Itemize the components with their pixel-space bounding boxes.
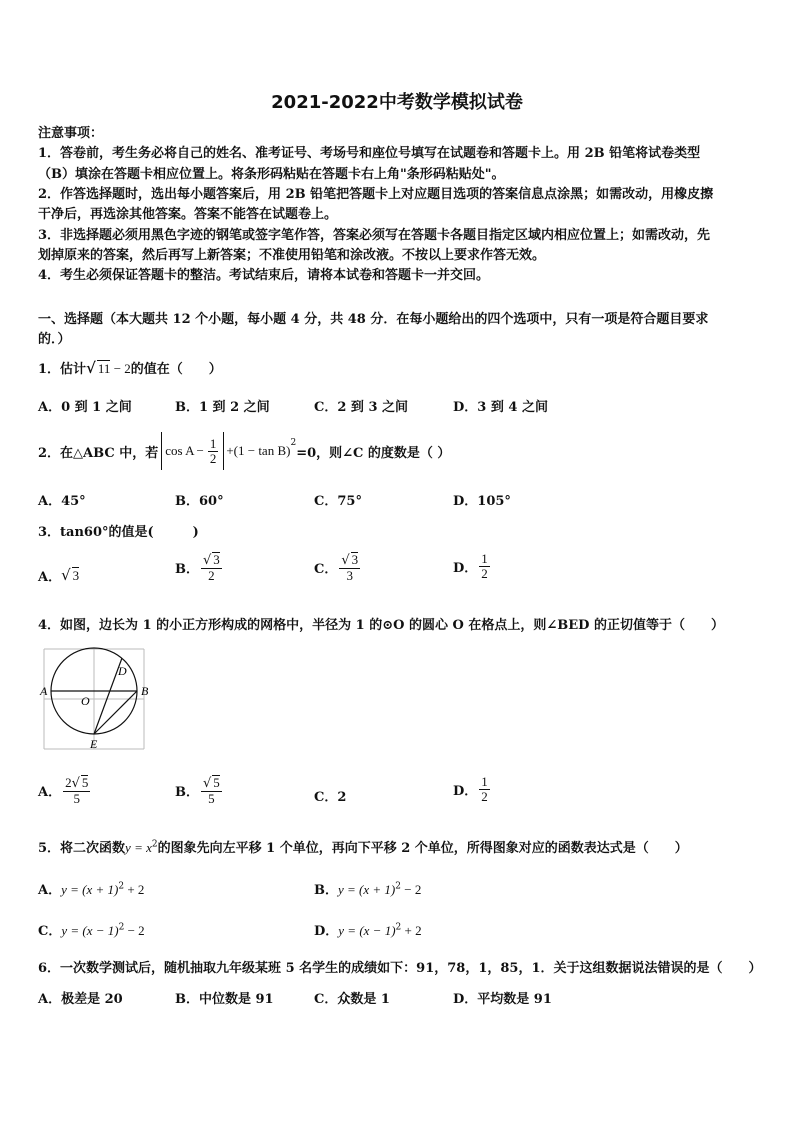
- q5-d-exp: 2: [395, 922, 402, 933]
- q4-a-label: A．: [38, 784, 62, 800]
- q2-option-a: A．45°: [38, 494, 86, 509]
- q5-d-tail: + 2: [401, 923, 422, 938]
- q6-option-d: D．平均数是 91: [453, 992, 552, 1007]
- label-o: O: [81, 694, 90, 708]
- q5-b-label: B．: [314, 883, 338, 898]
- q3-d-den: 2: [481, 565, 488, 581]
- q5-c-label: C．: [38, 924, 62, 939]
- q1-radicand: 11: [97, 361, 111, 376]
- q5-option-d: [314, 920, 422, 939]
- radical-sign: √: [203, 553, 212, 568]
- note-line: 1．答卷前，考生务必将自己的姓名、准考证号、考场号和座位号填写在试题卷和答题卡上。用 2B 铅笔将试卷类型: [38, 146, 701, 161]
- page-title: 2021-2022中考数学模拟试卷: [271, 92, 523, 113]
- q2-option-b: B．60°: [175, 494, 224, 509]
- q4-option-d: [453, 775, 492, 803]
- q4-c-val: 2: [337, 790, 347, 805]
- q2-num: 1: [209, 435, 217, 451]
- q2-abs-value: [161, 432, 224, 470]
- radical-sign: √: [61, 566, 71, 584]
- q5-a-tail: + 2: [124, 882, 145, 897]
- q5-a-expr: y = (x + 1): [61, 882, 119, 897]
- q4-a-den: 5: [73, 790, 80, 806]
- q4-option-b: [175, 775, 224, 805]
- question-6: 6．一次数学测试后，随机抽取九年级某班 5 名学生的成绩如下：91，78，1，85，1．关于这组数据说法错误的是（ ）: [38, 961, 762, 976]
- q5-a-label: A．: [38, 883, 62, 898]
- q3-a-rad: 3: [72, 567, 80, 583]
- q5-d-label: D．: [314, 924, 339, 939]
- q2-post: =0，则∠C 的度数是（ ）: [296, 445, 451, 461]
- q2-minus: −: [196, 443, 204, 458]
- q5-post: 的图象先向左平移 1 个单位，再向下平移 2 个单位，所得图象对应的函数表达式是（ ）: [157, 841, 688, 856]
- q2-fraction: [208, 437, 219, 465]
- radical-sign: √: [341, 553, 350, 568]
- q3-b-rad: 3: [213, 552, 220, 567]
- q5-d-expr: y = (x − 1): [338, 923, 396, 938]
- q4-b-rad: 5: [213, 775, 220, 790]
- q4-option-a: [38, 775, 92, 805]
- label-d: D: [118, 664, 127, 678]
- q5-c-tail: − 2: [124, 923, 145, 938]
- notes-heading: 注意事项：: [38, 126, 104, 141]
- q5-b-expr: y = (x + 1): [338, 882, 396, 897]
- question-5: [38, 837, 688, 856]
- q2-den: 2: [209, 450, 217, 466]
- q3-option-c: [314, 552, 362, 582]
- q4-a-coef: 2: [65, 775, 72, 790]
- radical-sign: √: [86, 359, 96, 377]
- q6-option-a: A．极差是 20: [38, 992, 123, 1007]
- q1-mid: − 2: [110, 361, 131, 376]
- note-line: 3．非选择题必须用黑色字迹的钢笔或签字笔作答，答案必须写在答题卡各题目指定区域内相应位置上；如需改动，先: [38, 228, 711, 243]
- q3-option-b: [175, 552, 224, 582]
- note-line: 4．考生必须保证答题卡的整洁。考试结束后，请将本试卷和答题卡一并交回。: [38, 268, 490, 283]
- q3-d-num: 1: [481, 551, 488, 566]
- question-3: 3．tan60°的值是( ): [38, 525, 199, 540]
- q3-option-a: [38, 560, 79, 590]
- q1-post: 的值在（ ）: [130, 362, 222, 377]
- note-line: 划掉原来的答案，然后再写上新答案；不准使用铅笔和涂改液。不按以上要求作答无效。: [38, 248, 546, 263]
- q4-c-label: C．: [314, 790, 338, 805]
- note-line: 2．作答选择题时，选出每小题答案后，用 2B 铅笔把答题卡上对应题目选项的答案信息点涂黑；如需改动，用橡皮擦: [38, 187, 714, 202]
- q2-pre: 2．在△ABC 中，若: [38, 445, 159, 461]
- q2-plus: +(1 − tan B): [226, 443, 291, 458]
- q5-option-b: [314, 879, 421, 898]
- q5-func: y = x: [125, 840, 152, 855]
- q4-option-c: [314, 786, 346, 805]
- q6-option-b: B．中位数是 91: [175, 992, 274, 1007]
- q4-b-den: 5: [208, 790, 215, 806]
- q4-b-label: B．: [175, 784, 199, 800]
- q3-c-den: 3: [346, 567, 353, 583]
- q2-exp: 2: [290, 438, 297, 448]
- q5-c-exp: 2: [118, 922, 125, 933]
- q5-a-exp: 2: [118, 881, 125, 892]
- question-4: 4．如图，边长为 1 的小正方形构成的网格中，半径为 1 的⊙O 的圆心 O 在格点上，则∠BED 的正切值等于（ ）: [38, 618, 724, 633]
- q4-d-num: 1: [481, 774, 488, 789]
- q3-c-label: C．: [314, 561, 338, 577]
- q5-pre: 5．将二次函数: [38, 841, 126, 856]
- q1-pre: 1．估计: [38, 362, 87, 377]
- q3-option-d: [453, 552, 492, 580]
- q3-b-den: 2: [208, 567, 215, 583]
- q3-c-rad: 3: [351, 552, 359, 567]
- label-e: E: [90, 737, 98, 751]
- radical-sign: √: [203, 776, 212, 791]
- q4-d-den: 2: [481, 788, 488, 804]
- q1-option-a: A．0 到 1 之间: [38, 400, 132, 415]
- q1-option-b: B．1 到 2 之间: [175, 400, 270, 415]
- q2-cos: cos A: [165, 443, 195, 458]
- q5-exp: 2: [151, 839, 158, 850]
- question-1: [38, 358, 222, 377]
- q4-a-rad: 5: [81, 775, 89, 790]
- q2-option-c: C．75°: [314, 494, 362, 509]
- question-2: [38, 432, 450, 470]
- q5-b-exp: 2: [395, 881, 401, 892]
- note-line: 干净后，再选涂其他答案。答案不能答在试题卷上。: [38, 207, 338, 222]
- q6-option-c: C．众数是 1: [314, 992, 390, 1007]
- note-line: （B）填涂在答题卡相应位置上。将条形码粘贴在答题卡右上角"条形码粘贴处"。: [38, 167, 505, 182]
- q5-b-tail: − 2: [400, 882, 422, 897]
- q3-d-label: D．: [453, 560, 478, 576]
- radical-sign: √: [71, 776, 80, 791]
- section-heading: 一、选择题（本大题共 12 个小题，每小题 4 分，共 48 分．在每小题给出的四个选项中，只有一项是符合题目要求: [38, 312, 709, 327]
- q3-b-label: B．: [175, 561, 199, 577]
- q3-a-label: A．: [38, 569, 62, 585]
- label-b: B: [141, 684, 149, 698]
- q2-option-d: D．105°: [453, 494, 511, 509]
- q5-c-expr: y = (x − 1): [61, 923, 119, 938]
- section-heading-cont: 的．）: [38, 332, 71, 347]
- q5-option-a: [38, 879, 144, 898]
- q5-option-c: [38, 920, 145, 939]
- q4-d-label: D．: [453, 783, 478, 799]
- label-a: A: [40, 684, 48, 698]
- q1-option-d: D．3 到 4 之间: [453, 400, 548, 415]
- q1-option-c: C．2 到 3 之间: [314, 400, 409, 415]
- q4-figure: [38, 645, 158, 755]
